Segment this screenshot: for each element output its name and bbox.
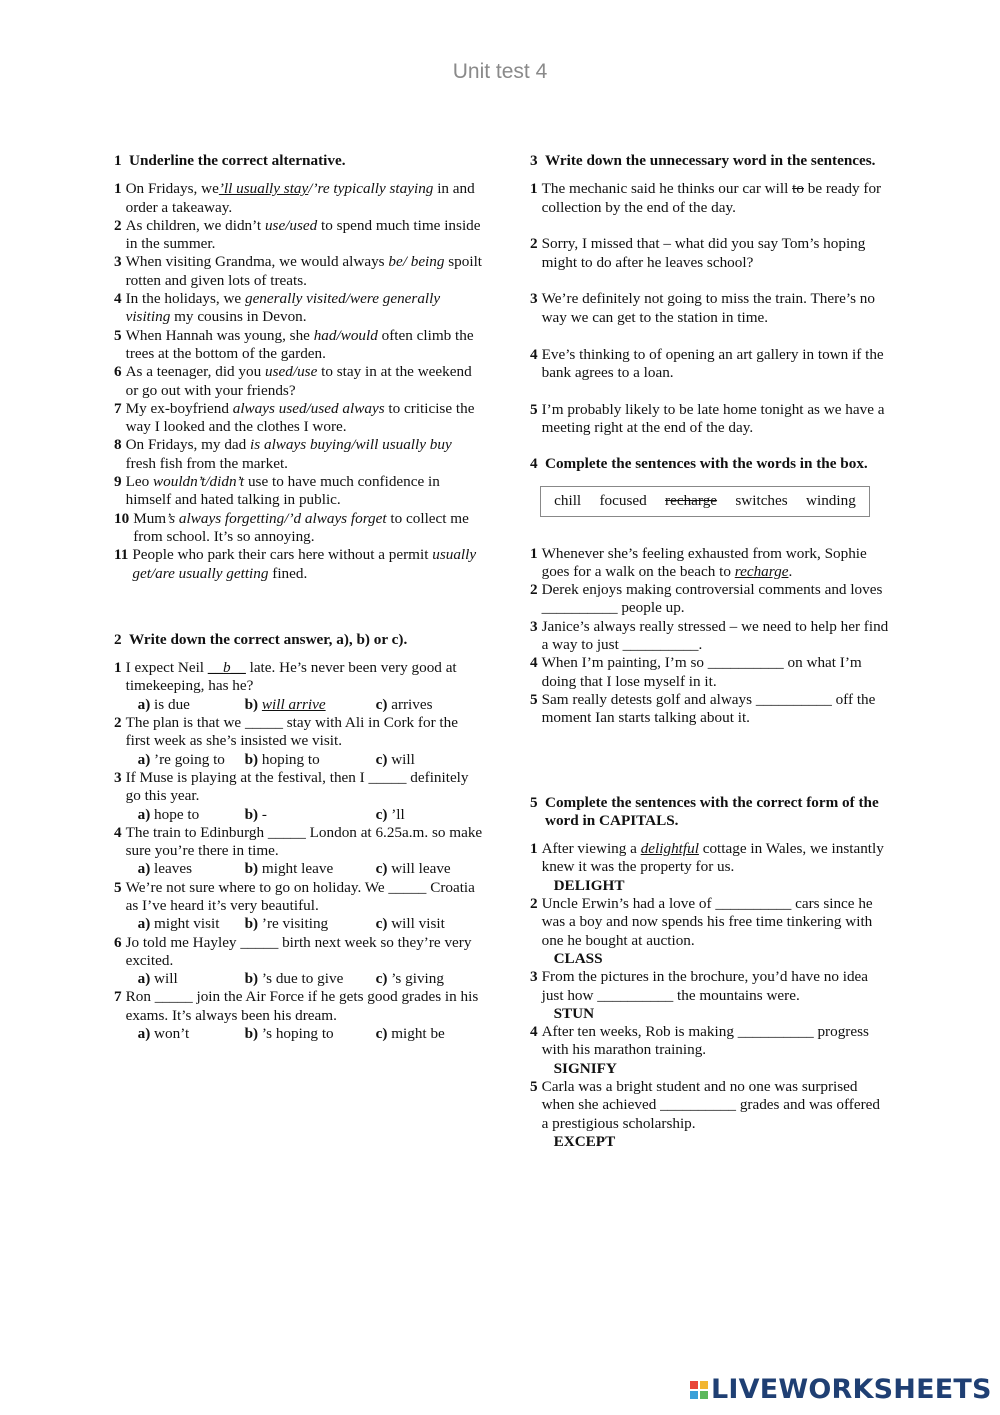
question-number: 7 — [114, 988, 122, 1006]
answer-options — [126, 970, 484, 988]
question-item — [530, 545, 890, 582]
question-text-part: We’re definitely not going to miss the train. There’s no way we can get to the station in time. — [541, 290, 875, 326]
option-text: will — [154, 970, 178, 988]
question-item — [114, 327, 484, 364]
option-c — [376, 970, 476, 988]
question-text-part: On Fridays, we — [125, 180, 219, 198]
question-text-part: On Fridays, my dad — [125, 436, 251, 454]
section1-title: Underline the correct alternative. — [129, 152, 346, 169]
option-b — [245, 751, 376, 769]
option-c — [376, 696, 476, 714]
question-text-part: The mechanic said he thinks our car will — [541, 180, 793, 198]
question-number: 2 — [530, 235, 538, 253]
question-number: 5 — [530, 1077, 538, 1095]
option-text: hope to — [154, 805, 200, 823]
option-text: ’s due to give — [261, 970, 344, 988]
question-item — [530, 1078, 890, 1151]
question-item — [114, 180, 484, 217]
question-text — [126, 824, 484, 879]
option-c — [376, 806, 476, 824]
question-item — [530, 1023, 890, 1078]
option-letter: c) — [375, 695, 388, 713]
question-text-part: Derek enjoys making controversial comments and loves __________ people up. — [541, 581, 883, 617]
question-text-part: be/ being — [388, 253, 445, 271]
question-text — [126, 769, 484, 824]
section2-number: 2 — [114, 630, 122, 648]
question-text-part: My ex-boyfriend — [125, 399, 233, 417]
question-text-part: I expect Neil — [125, 659, 208, 677]
left-column — [114, 152, 484, 1043]
question-number: 3 — [530, 617, 538, 635]
question-text-part: Sam really detests golf and always __________ off the moment Ian starts talking about it. — [541, 690, 876, 727]
option-letter: a) — [137, 970, 151, 988]
question-number: 4 — [114, 823, 122, 841]
question-text-part: Janice’s always really stressed – we need to help her find a way to just __________. — [541, 617, 889, 654]
question-text-part: Eve’s thinking to of opening an art gallery in town if the bank agrees to a loan. — [541, 345, 884, 381]
question-text — [126, 327, 484, 364]
question-text-part: Ron _____ join the Air Force if he gets good grades in his exams. It’s always been his dream. — [125, 988, 479, 1024]
option-letter: c) — [375, 970, 388, 988]
question-text-part: When I’m painting, I’m so __________ on what I’m doing that I lose myself in it. — [541, 654, 862, 690]
answer-options — [126, 860, 484, 878]
section4-number: 4 — [530, 455, 538, 473]
option-letter: c) — [375, 860, 388, 878]
section1-items — [114, 180, 484, 583]
logo-square-icon — [690, 1381, 698, 1389]
option-b — [245, 860, 376, 878]
question-text — [126, 217, 484, 254]
question-number: 2 — [114, 216, 122, 234]
question-number: 10 — [114, 509, 130, 527]
question-item — [530, 401, 890, 438]
option-letter: a) — [137, 805, 151, 823]
question-text — [542, 968, 890, 1023]
question-item — [114, 290, 484, 327]
question-item — [114, 934, 484, 989]
question-text-part: After viewing a — [541, 840, 641, 858]
option-letter: b) — [244, 1025, 259, 1043]
question-text-part: Jo told me Hayley _____ birth next week so they’re very excited. — [125, 933, 472, 969]
question-text-part: ’s always forgetting/’d always forget — [166, 509, 387, 527]
question-number: 2 — [114, 714, 122, 732]
logo-square-icon — [700, 1381, 708, 1389]
option-letter: b) — [244, 970, 259, 988]
option-letter: b) — [244, 915, 259, 933]
option-text: might be — [391, 1025, 445, 1043]
question-text-part: We’re not sure where to go on holiday. We _____ Croatia as I’ve heard it’s very beautiful. — [125, 878, 475, 914]
question-item — [530, 346, 890, 383]
question-text — [542, 290, 890, 327]
question-number: 11 — [114, 546, 129, 564]
question-text-part: Leo — [125, 473, 154, 491]
section3-number: 3 — [530, 152, 538, 169]
question-item — [114, 510, 484, 547]
question-text-part: Whenever she’s feeling exhausted from work, Sophie goes for a walk on the beach to — [541, 544, 867, 580]
question-text-part: in and order a takeaway. — [125, 180, 475, 216]
option-text: ’s hoping to — [261, 1025, 334, 1043]
question-number: 3 — [114, 253, 122, 271]
question-number: 1 — [114, 659, 122, 677]
question-text-part: fresh fish from the market. — [125, 454, 288, 472]
option-text: - — [261, 805, 267, 823]
question-number: 5 — [530, 400, 538, 418]
question-item — [114, 363, 484, 400]
question-text — [126, 180, 484, 217]
logo-text: LIVEWORKSHEETS — [711, 1374, 992, 1405]
section5-heading — [530, 794, 890, 831]
question-text — [542, 581, 890, 618]
option-letter: a) — [137, 860, 151, 878]
page-title: Unit test 4 — [452, 60, 548, 83]
question-number: 5 — [114, 326, 122, 344]
option-a — [138, 915, 245, 933]
question-item — [530, 968, 890, 1023]
question-text — [126, 363, 484, 400]
question-text-part: use to have much confidence in himself and hated talking in public. — [125, 473, 440, 509]
question-text-part: cottage in Wales, we instantly knew it was the property for us. — [541, 840, 884, 876]
question-text-part: use/used — [264, 216, 318, 234]
option-text: hoping to — [261, 750, 320, 768]
option-a — [138, 860, 245, 878]
question-number: 3 — [530, 290, 538, 308]
question-item — [114, 769, 484, 824]
option-b — [245, 970, 376, 988]
question-text — [542, 1078, 890, 1151]
option-a — [138, 751, 245, 769]
question-text-part: is always buying/will usually buy — [250, 436, 452, 454]
question-text-part: to — [792, 180, 804, 198]
option-a — [138, 696, 245, 714]
question-item — [114, 879, 484, 934]
question-text — [133, 510, 484, 547]
logo-square-icon — [690, 1391, 698, 1399]
question-text-part: Carla was a bright student and no one was surprised when she achieved __________ grades and was offered a prestigious scholarship. — [541, 1077, 880, 1132]
question-text-part: fined. — [268, 564, 308, 582]
capitals-word: SIGNIFY — [553, 1059, 617, 1077]
question-text-part: my cousins in Devon. — [170, 308, 307, 326]
question-item — [530, 618, 890, 655]
option-letter: b) — [244, 695, 259, 713]
section3-heading — [530, 152, 890, 170]
capitals-word: STUN — [553, 1004, 595, 1022]
question-text-part: to spend much time inside in the summer. — [125, 216, 481, 253]
question-number: 8 — [114, 436, 122, 454]
question-text — [126, 473, 484, 510]
question-number: 1 — [530, 840, 538, 858]
question-text-part: People who park their cars here without a permit — [132, 546, 433, 564]
question-text-part: . — [788, 562, 793, 580]
option-text: will arrive — [261, 695, 326, 713]
option-text: won’t — [154, 1025, 190, 1043]
option-text: arrives — [391, 695, 433, 713]
liveworksheets-logo — [690, 1374, 992, 1405]
question-number: 9 — [114, 473, 122, 491]
option-b — [245, 696, 376, 714]
question-item — [530, 691, 890, 728]
question-text — [542, 180, 890, 217]
section3-title: Write down the unnecessary word in the sentences. — [545, 152, 876, 169]
question-text-part: used/use — [265, 363, 318, 381]
section4-heading — [530, 455, 890, 473]
option-letter: b) — [244, 860, 259, 878]
option-text: ’ll — [391, 805, 405, 823]
option-letter: b) — [244, 805, 259, 823]
question-text — [132, 546, 484, 583]
question-item — [114, 714, 484, 769]
question-text-part: I’m probably likely to be late home tonight as we have a meeting right at the end of the day. — [541, 400, 885, 436]
option-letter: a) — [137, 750, 151, 768]
box-word: focused — [599, 491, 647, 509]
question-text — [542, 654, 890, 691]
question-text-part: The plan is that we _____ stay with Ali in Cork for the first week as she’s insisted we visit. — [125, 714, 458, 750]
option-letter: a) — [137, 1025, 151, 1043]
question-number: 3 — [114, 768, 122, 786]
question-text-part: When Hannah was young, she — [125, 326, 314, 344]
question-text — [126, 934, 484, 989]
question-text-part: recharge — [734, 562, 789, 580]
option-a — [138, 1025, 245, 1043]
question-item — [114, 988, 484, 1043]
option-text: ’re visiting — [261, 915, 329, 933]
question-text — [542, 401, 890, 438]
question-text — [542, 346, 890, 383]
question-text — [542, 1023, 890, 1078]
question-text-part: to stay in at the weekend or go out with your friends? — [125, 363, 472, 399]
question-text-part: to criticise the way I looked and the clothes I wore. — [125, 399, 475, 436]
word-box — [540, 486, 870, 517]
question-text — [126, 659, 484, 714]
right-column — [530, 152, 890, 1151]
question-item — [114, 824, 484, 879]
question-text — [126, 714, 484, 769]
question-item — [530, 290, 890, 327]
answer-options — [126, 915, 484, 933]
logo-square-icon — [700, 1391, 708, 1399]
section1-number: 1 — [114, 152, 122, 169]
capitals-word: EXCEPT — [553, 1132, 616, 1150]
question-number: 6 — [114, 363, 122, 381]
question-item — [530, 581, 890, 618]
question-item — [114, 217, 484, 254]
question-number: 6 — [114, 933, 122, 951]
section4-title: Complete the sentences with the words in the box. — [545, 455, 868, 473]
question-text-part: wouldn’t/didn’t — [153, 473, 245, 491]
question-item — [530, 654, 890, 691]
option-c — [376, 860, 476, 878]
question-text — [126, 290, 484, 327]
question-item — [530, 180, 890, 217]
option-text: ’s giving — [391, 970, 444, 988]
question-item — [114, 659, 484, 714]
option-c — [376, 751, 476, 769]
question-text-part: Mum — [133, 509, 167, 527]
question-text-part: spoilt rotten and given lots of treats. — [125, 253, 483, 289]
question-text — [542, 545, 890, 582]
question-item — [114, 436, 484, 473]
section4-items — [530, 545, 890, 728]
section1-heading — [114, 152, 484, 170]
section5-title: Complete the sentences with the correct form of the word in CAPITALS. — [545, 793, 879, 829]
question-text-part: to collect me from school. It’s so annoying. — [133, 509, 469, 545]
question-text-part: always used/used always — [232, 399, 385, 417]
question-number: 4 — [530, 1023, 538, 1041]
question-text-part: be ready for collection by the end of the day. — [541, 180, 882, 216]
question-number: 4 — [530, 345, 538, 363]
question-number: 3 — [530, 968, 538, 986]
option-text: might leave — [261, 860, 334, 878]
question-text-part: As a teenager, did you — [125, 363, 266, 381]
question-text-part: /’re typically staying — [308, 180, 434, 198]
question-text — [542, 895, 890, 968]
question-text — [542, 618, 890, 655]
option-c — [376, 1025, 476, 1043]
answer-options — [126, 696, 484, 714]
question-number: 1 — [530, 180, 538, 198]
question-number: 5 — [530, 690, 538, 708]
option-text: leaves — [154, 860, 192, 878]
question-number: 4 — [114, 290, 122, 308]
option-letter: c) — [375, 750, 388, 768]
question-item — [530, 895, 890, 968]
question-text-part: In the holidays, we — [125, 290, 245, 308]
question-item — [114, 253, 484, 290]
question-number: 7 — [114, 399, 122, 417]
question-item — [114, 546, 484, 583]
question-text — [126, 879, 484, 934]
box-word: chill — [554, 491, 582, 509]
box-word: recharge — [665, 491, 718, 509]
question-text — [542, 840, 890, 895]
question-text-part: had/would — [313, 326, 378, 344]
box-word: switches — [735, 491, 788, 509]
logo-mark-icon — [690, 1381, 708, 1399]
question-item — [530, 840, 890, 895]
question-text — [542, 691, 890, 728]
question-text-part: delightful — [640, 840, 699, 858]
question-text-part: late. He’s never been very good at timekeeping, has he? — [125, 659, 457, 695]
question-text-part: usually get/are usually getting — [132, 546, 477, 582]
section2-heading — [114, 631, 484, 649]
question-number: 1 — [530, 544, 538, 562]
question-item — [114, 473, 484, 510]
question-number: 2 — [530, 895, 538, 913]
answer-options — [126, 751, 484, 769]
question-text-part: Sorry, I missed that – what did you say Tom’s hoping might to do after he leaves school? — [541, 235, 866, 271]
question-text — [126, 400, 484, 437]
option-a — [138, 806, 245, 824]
capitals-word: CLASS — [553, 949, 603, 967]
question-text-part: When visiting Grandma, we would always — [125, 253, 389, 271]
question-text-part: As children, we didn’t — [125, 216, 265, 234]
question-text-part: If Muse is playing at the festival, then I _____ definitely go this year. — [125, 768, 469, 805]
capitals-word: DELIGHT — [553, 876, 625, 894]
option-letter: c) — [375, 805, 388, 823]
question-item — [114, 400, 484, 437]
question-number: 4 — [530, 654, 538, 672]
option-c — [376, 915, 476, 933]
option-text: ’re going to — [154, 750, 225, 768]
question-text-part: often climb the trees at the bottom of the garden. — [125, 326, 474, 362]
question-text — [126, 253, 484, 290]
answer-options — [126, 806, 484, 824]
question-text-part: After ten weeks, Rob is making __________ progress with his marathon training. — [541, 1023, 869, 1059]
option-text: might visit — [154, 915, 220, 933]
option-b — [245, 806, 376, 824]
option-letter: a) — [137, 915, 151, 933]
option-letter: c) — [375, 915, 388, 933]
section5-items — [530, 840, 890, 1151]
section3-items — [530, 180, 890, 437]
option-text: is due — [154, 695, 190, 713]
question-text-part: __b__ — [207, 659, 246, 677]
question-text-part: Uncle Erwin’s had a love of __________ cars since he was a boy and now spends his free time tinkering with one he bought at auction. — [541, 895, 873, 949]
option-text: will visit — [391, 915, 445, 933]
option-a — [138, 970, 245, 988]
question-number: 2 — [530, 581, 538, 599]
question-text — [126, 988, 484, 1043]
question-text-part: generally visited/were generally visiting — [125, 290, 441, 326]
answer-options — [126, 1025, 484, 1043]
section5-number: 5 — [530, 793, 538, 811]
question-item — [530, 235, 890, 272]
question-number: 1 — [114, 180, 122, 198]
option-text: will leave — [391, 860, 451, 878]
option-letter: a) — [137, 695, 151, 713]
option-text: will — [391, 750, 415, 768]
section2-items — [114, 659, 484, 1043]
option-letter: b) — [244, 750, 259, 768]
question-number: 5 — [114, 878, 122, 896]
question-text-part: From the pictures in the brochure, you’d have no idea just how __________ the mountains were. — [541, 968, 869, 1004]
option-letter: c) — [375, 1025, 388, 1043]
question-text-part: The train to Edinburgh _____ London at 6.25a.m. so make sure you’re there in time. — [125, 823, 483, 860]
box-word: winding — [806, 491, 856, 509]
option-b — [245, 1025, 376, 1043]
question-text — [542, 235, 890, 272]
question-text-part: ’ll usually stay — [218, 180, 309, 198]
question-text — [126, 436, 484, 473]
section2-title: Write down the correct answer, a), b) or c). — [129, 630, 408, 648]
option-b — [245, 915, 376, 933]
